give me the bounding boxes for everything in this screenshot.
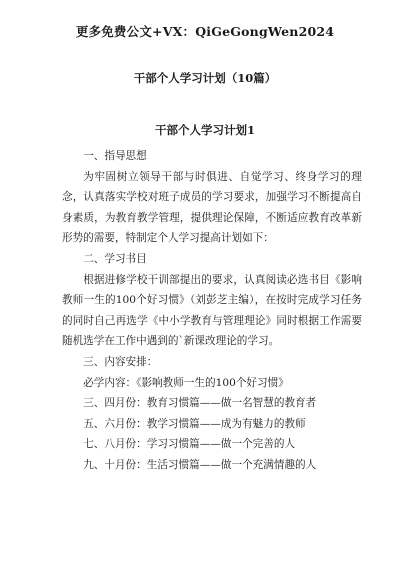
paragraph-study-books: 根据进修学校干训部提出的要求，认真阅读必选书目《影响教师一生的100个好习惯》（刘彭芝主编），在按时完成学习任务的同时自己再选学《中小学教育与管理理论》同时根据工作需要随机选学在工作中遇到的`新课改理论的学习。 <box>62 273 362 348</box>
heading-content-arrangement: 三、内容安排： <box>83 355 158 368</box>
schedule-item: 五、六月份：教学习惯篇——成为有魅力的教师 <box>83 417 306 430</box>
schedule-item: 九、十月份：生活习惯篇——做一个充满情趣的人 <box>83 458 317 471</box>
section-title: 干部个人学习计划1 <box>154 123 255 137</box>
heading-guiding-thought: 一、指导思想 <box>83 150 147 162</box>
schedule-item: 七、八月份：学习习惯篇——做一个完善的人 <box>83 438 296 451</box>
schedule-item: 三、四月份：教育习惯篇——做一名智慧的教育者 <box>83 397 317 410</box>
document-body <box>62 146 362 476</box>
promo-header: 更多免费公文+VX：QiGeGongWen2024 <box>75 24 335 39</box>
heading-study-books: 二、学习书目 <box>83 252 147 265</box>
document-title: 干部个人学习计划（10篇） <box>133 71 277 85</box>
required-content: 必学内容：《影响教师一生的100个好习惯》 <box>83 376 289 389</box>
paragraph-guiding-thought: 为牢固树立领导干部与时俱进、自觉学习、终身学习的理念，认真落实学校对班子成员的学习要求，加强学习不断提高自身素质，为教育教学管理，提供理论保障，不断适应教育改革新形势的需要，特制定个人学习提高计划如下： <box>62 170 362 245</box>
